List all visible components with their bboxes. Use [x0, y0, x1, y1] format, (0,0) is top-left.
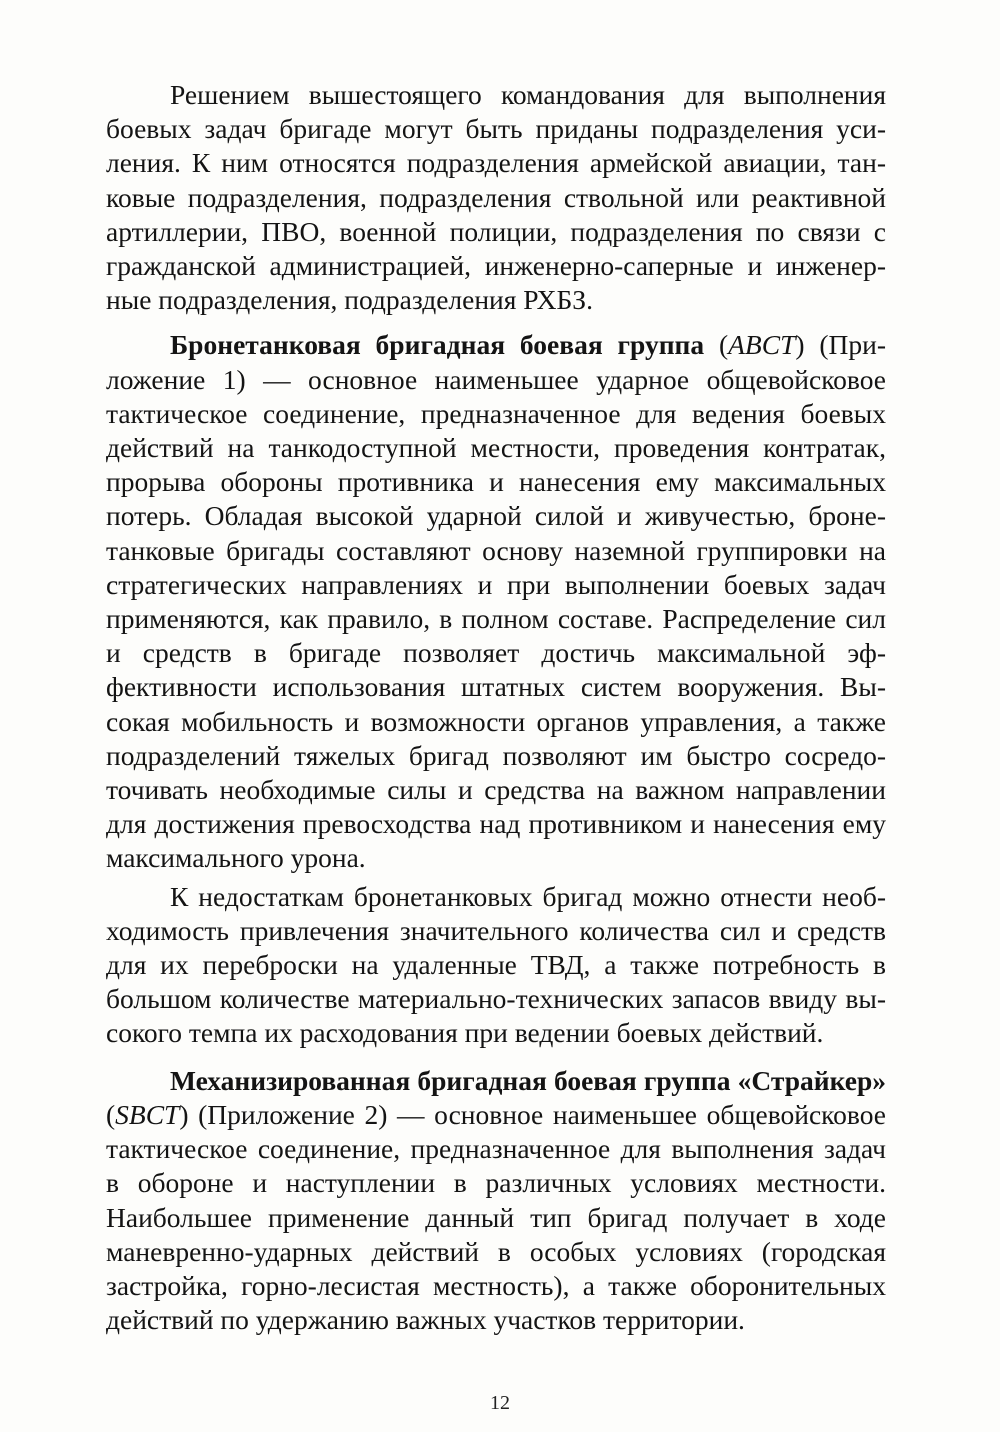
paragraph-sbct-rest: ) (Приложение 2) — основное наименьшее общевойсковое тактическое соединение, предназначенное для выполнения задач в обороне и наступлении в различных условиях местности. Наибольшее применение данный тип бригад получает в ходе маневренно-ударных действий в особых условиях (городская застройка, горно-лесистая местность), а также оборонительных действий по удержанию важных участков территории.: [106, 1098, 886, 1336]
paren-open: (: [106, 1098, 116, 1130]
abbr-sbct: SBCT: [115, 1098, 180, 1130]
term-sbct: Механизированная бригадная боевая группа «Страйкер»: [170, 1064, 886, 1096]
term-abct: Бронетанковая бригадная боевая группа: [170, 329, 705, 361]
paragraph-abct: [106, 328, 886, 875]
paragraph-abct-rest: ) (Приложение 1) — основное наименьшее ударное общевойсковое тактическое соединение, предназначенное для ведения боевых действий на танкодоступной местности, проведения контратак, прорыва обороны противника и нанесения ему максимальных потерь. Обладая высокой ударной силой и живучестью, бронетанковые бригады составляют основу наземной группировки на стратегических направлениях и при выполнении боевых задач применяются, как правило, в полном составе. Распределение сил и средств в бригаде позволяет достичь максимальной эффективности использования штатных систем вооружения. Высокая мобильность и возможности органов управления, а также подразделений тяжелых бригад позволяют им быстро сосредоточивать необходимые силы и средства на важном направлении для достижения превосходства над противником и нанесения ему максимального урона.: [106, 329, 886, 874]
page-number: 12: [490, 1392, 510, 1414]
paren-open: (: [704, 329, 729, 361]
paragraph-sbct: [106, 1064, 886, 1338]
body-text: [106, 78, 886, 1337]
abbr-abct: ABCT: [728, 329, 796, 361]
paragraph-abct-disadvantages: К недостаткам бронетанковых бригад можно отнести необходимость привлечения значительного количества сил и средств для их переброски на удаленные ТВД, а также потребность в большом количестве материально-технических запасов ввиду высокого темпа их расходования при ведении боевых действий.: [106, 880, 886, 1049]
paragraph-reinforcements: Решением вышестоящего командования для выполнения боевых задач бригаде могут быть приданы подразделения усиления. К ним относятся подразделения армейской авиации, танковые подразделения, подразделения ствольной или реактивной артиллерии, ПВО, военной полиции, подразделения по связи с гражданской администрацией, инженерно-саперные и инженерные подразделения, подразделения РХБЗ.: [106, 79, 886, 316]
